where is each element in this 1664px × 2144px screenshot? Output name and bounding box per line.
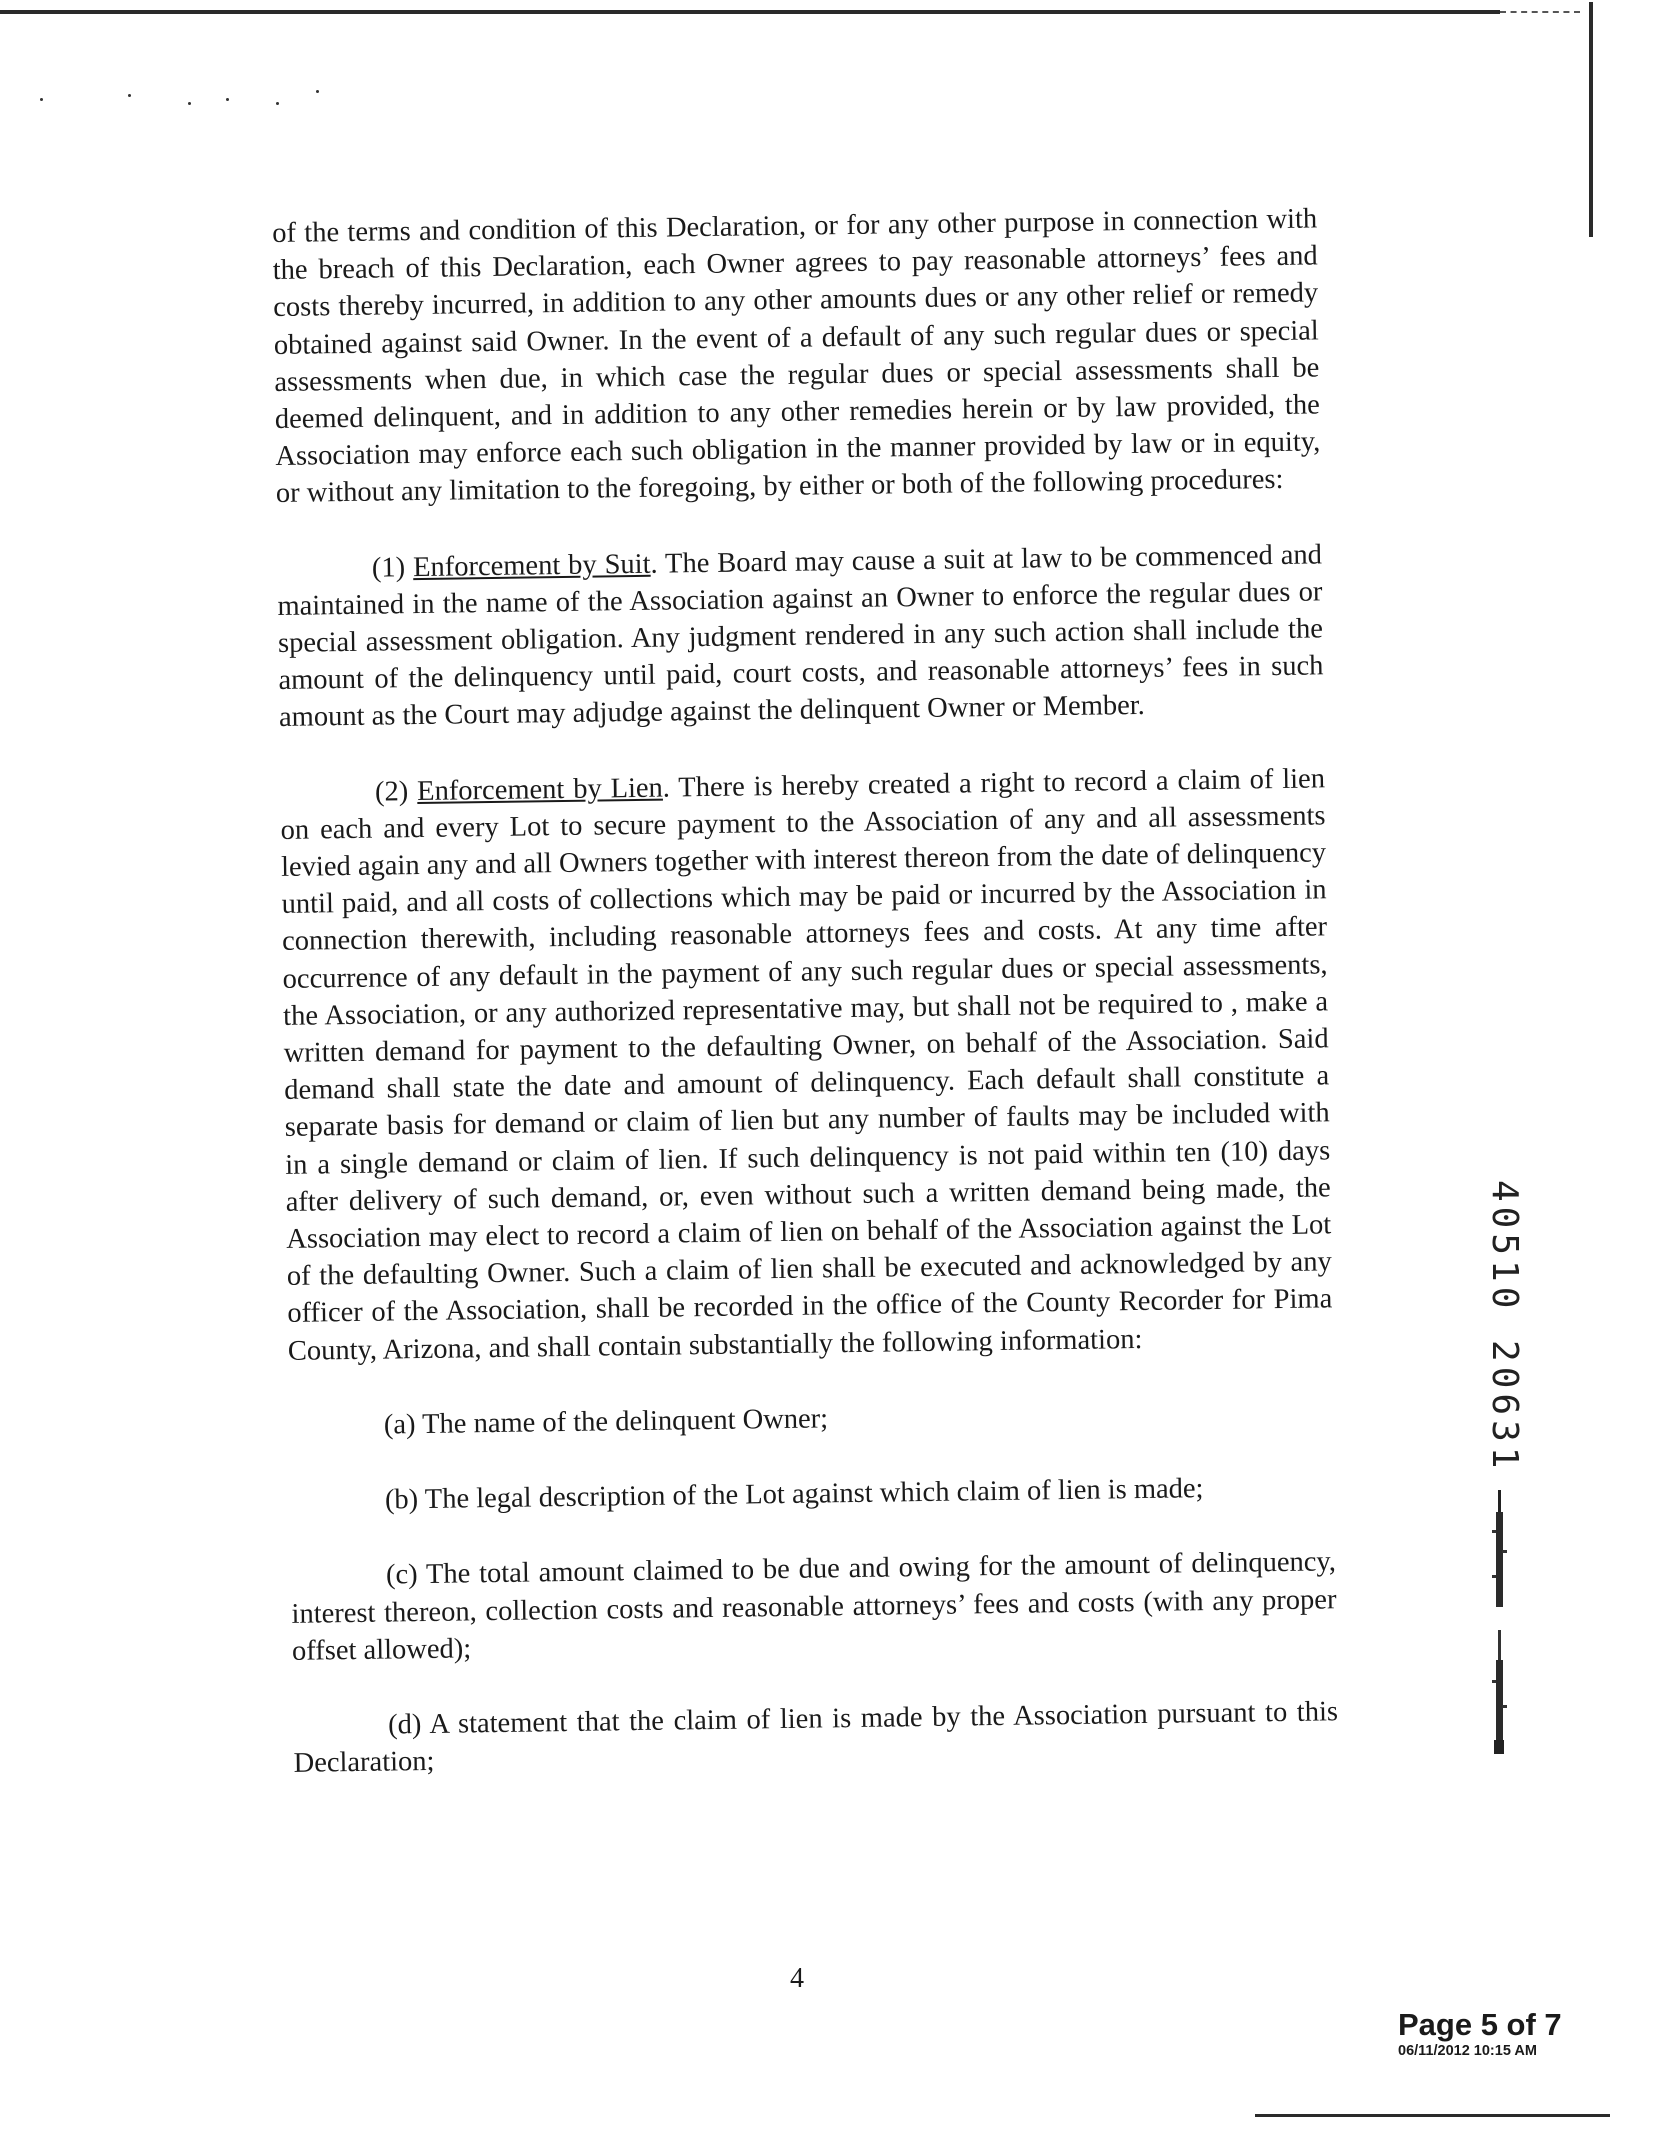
bottom-scan-edge [1255, 2114, 1610, 2117]
print-timestamp: 06/11/2012 10:15 AM [1398, 2043, 1537, 2059]
paragraph-text: (2) [374, 775, 418, 808]
paragraph-intro [272, 200, 1321, 512]
paragraph-text: (a) The name of the delinquent Owner; [383, 1403, 829, 1441]
paragraph-enforcement-by-suit [277, 536, 1324, 737]
margin-stamp-text: 40510 20631 [1484, 1180, 1525, 1474]
page-count-label: Page 5 of 7 [1398, 2007, 1562, 2042]
paragraph-item-a [289, 1393, 1334, 1445]
paragraph-text: (b) The legal description of the Lot against which claim of lien is made; [384, 1473, 1204, 1516]
right-scan-edge [1589, 2, 1593, 237]
section-heading: Enforcement by Suit [412, 548, 651, 583]
paragraph-item-d [293, 1693, 1339, 1782]
scan-edge-marks [1480, 1490, 1520, 1760]
paragraph-item-c [291, 1544, 1337, 1670]
top-scan-edge-dashes [1500, 11, 1580, 13]
paragraph-text: (1) [371, 551, 414, 584]
paragraph-item-b [290, 1468, 1335, 1520]
page-number: 4 [790, 1963, 804, 1994]
paragraph-text: . There is hereby created a right to record a claim of lien on each and every Lot to secure payment to the Association of any and all assessments levied again any and all Owners together with interest thereon from the date of delinquency until paid, and all costs of collections which may be paid or incurred by the Association in connection therewith, including reasonable attorneys fees and costs. At any time after occurrence of any default in the payment of any such regular dues or special assessments, the Association, or any authorized representative may, but shall not be required to , make a written demand for payment to the defaulting Owner, on behalf of the Association. Said demand shall state the date and amount of delinquency. Each default shall constitute a separate basis for demand or claim of lien but any number of faults may be included with in a single demand or claim of lien. If such delinquency is not paid within ten (10) days after delivery of such demand, or, even without such a written demand being made, the Association may elect to record a claim of lien on behalf of the Association against the Lot of the defaulting Owner. Such a claim of lien shall be executed and acknowledged by any officer of the Association, shall be recorded in the office of the County Recorder for Pima County, Arizona, and shall contain substantially the following information: [280, 762, 1333, 1367]
margin-recording-stamp [1484, 1180, 1565, 1474]
paragraph-text: (c) The total amount claimed to be due and owing for the amount of delinquency, interest thereon, collection costs and reasonable attorneys’ fees and costs (with any proper offset allowed); [291, 1546, 1337, 1667]
scan-specks [40, 92, 340, 112]
document-body [272, 200, 1339, 1820]
top-scan-edge [0, 10, 1500, 14]
paragraph-enforcement-by-lien [280, 760, 1333, 1370]
paragraph-text: . The Board may cause a suit at law to be commenced and maintained in the name of the Association against an Owner to enforce the regular dues or special assessment obligation. Any judgment rendered in any such action shall include the amount of the delinquency until paid, court costs, and reasonable attorneys’ fees in such amount as the Court may adjudge against the delinquent Owner or Member. [277, 539, 1324, 734]
paragraph-text: of the terms and condition of this Declaration, or for any other purpose in connection with the breach of this Declaration, each Owner agrees to pay reasonable attorneys’ fees and costs thereby incurred, in addition to any other amounts dues or any other relief or remedy obtained against said Owner. In the event of a default of any such regular dues or special assessments when due, in which case the regular dues or special assessments shall be deemed delinquent, and in addition to any other remedies herein or by law provided, the Association may enforce each such obligation in the manner provided by law or in equity, or without any limitation to the foregoing, by either or both of the following procedures: [272, 203, 1321, 510]
section-heading: Enforcement by Lien [416, 772, 664, 807]
paragraph-text: (d) A statement that the claim of lien is made by the Association pursuant to this Declaration; [293, 1696, 1339, 1779]
